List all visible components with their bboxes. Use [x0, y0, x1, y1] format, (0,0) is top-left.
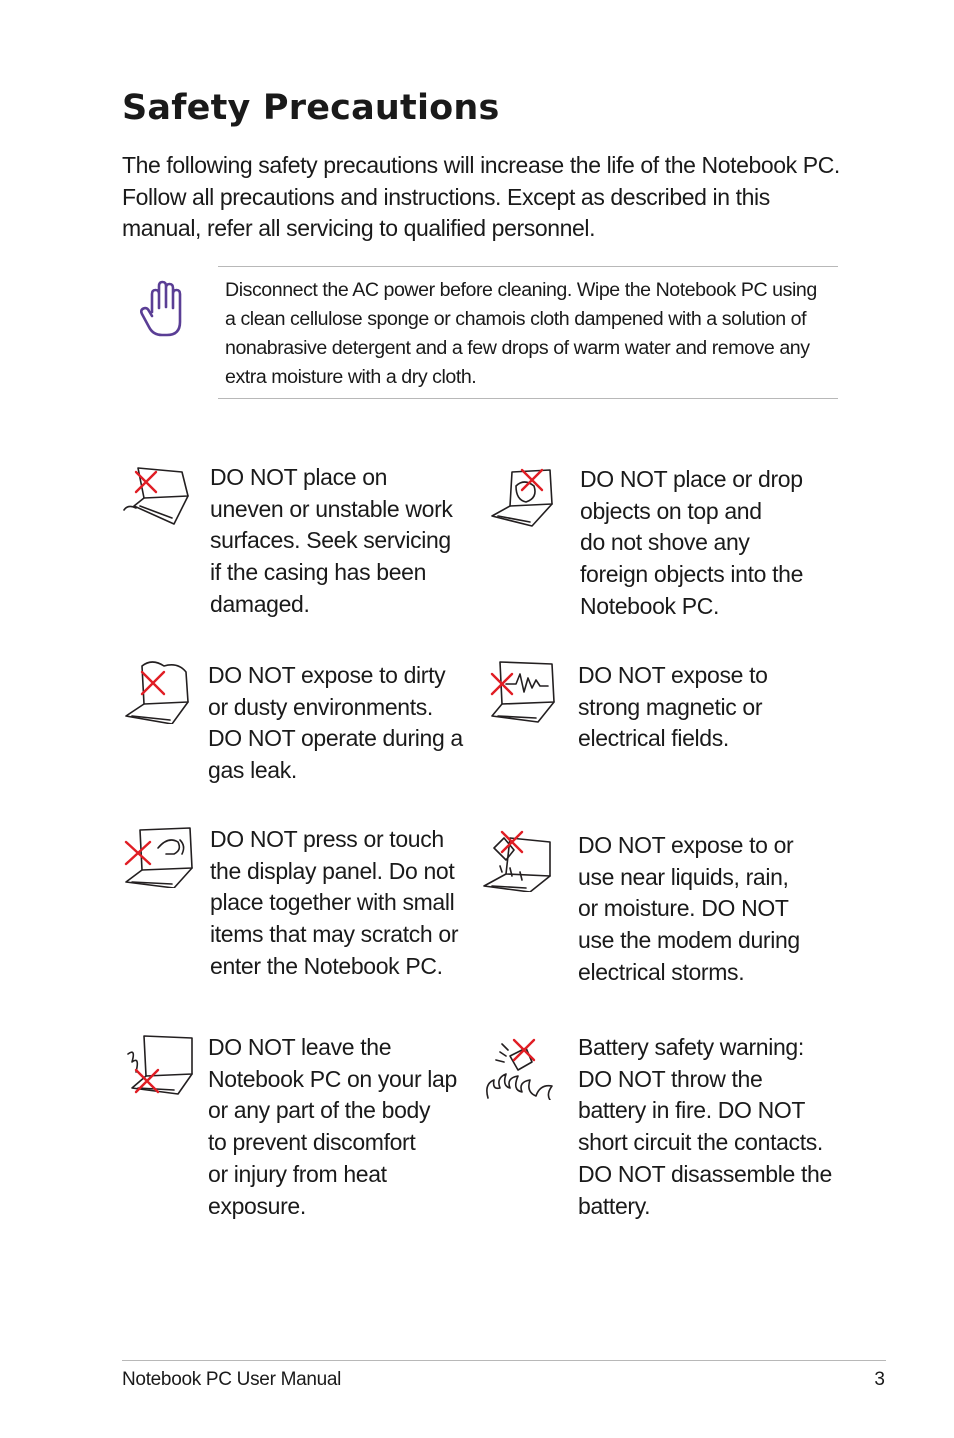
hand-caution-icon [138, 278, 190, 340]
precaution-text: DO NOT expose to dirty or dusty environments. DO NOT operate during a gas leak. [208, 662, 463, 784]
magnetic-field-icon [486, 660, 558, 724]
page-title: Safety Precautions [122, 88, 500, 128]
footer-title: Notebook PC User Manual [122, 1369, 342, 1390]
precaution-text: DO NOT expose to strong magnetic or electrical fields. [578, 662, 768, 752]
dusty-environment-icon [122, 660, 194, 724]
precaution-text: DO NOT place on uneven or unstable work surfaces. Seek servicing if the casing has been damaged. [210, 464, 453, 617]
liquids-rain-icon [480, 828, 552, 892]
precaution-text: DO NOT leave the Notebook PC on your lap or any part of the body to prevent discomfort or injury from heat exposure. [208, 1034, 457, 1219]
precaution-text: DO NOT press or touch the display panel. Do not place together with small items that may scratch or enter the Notebook PC. [210, 826, 459, 979]
notice-box [218, 266, 838, 399]
unstable-surface-icon [122, 462, 194, 526]
precaution-text: Battery safety warning: DO NOT throw the battery in fire. DO NOT short circuit the contacts. DO NOT disassemble the battery. [578, 1034, 832, 1219]
precaution-text: DO NOT expose to or use near liquids, rain, or moisture. DO NOT use the modem during electrical storms. [578, 832, 800, 985]
footer-divider [122, 1360, 886, 1361]
intro-paragraph: The following safety precautions will increase the life of the Notebook PC. Follow all precautions and instructions. Except as described in this manual, refer all servicing to qualified personnel. [122, 152, 840, 241]
page-number: 3 [874, 1369, 885, 1390]
precaution-text: DO NOT place or drop objects on top and do not shove any foreign objects into the Notebook PC. [580, 466, 804, 619]
battery-fire-icon [482, 1036, 554, 1100]
heat-lap-icon [122, 1032, 194, 1096]
drop-objects-icon [486, 464, 558, 528]
notice-text: Disconnect the AC power before cleaning. Wipe the Notebook PC using a clean cellulose sponge or chamois cloth dampened with a solution of nonabrasive detergent and a few drops of warm water and remove any extra moisture with a dry cloth. [225, 279, 817, 388]
press-display-icon [122, 824, 194, 888]
